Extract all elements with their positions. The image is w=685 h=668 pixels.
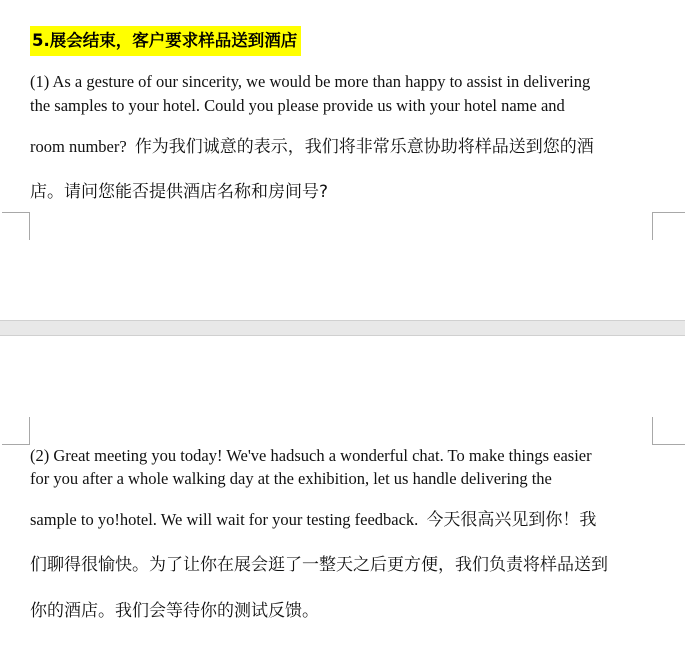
paragraph-2-line-3-english: sample to yo!hotel. We will wait for your testing feedback. bbox=[30, 510, 419, 529]
paragraph-1-line-4: 店。请问您能否提供酒店名称和房间号? bbox=[30, 182, 329, 202]
paragraph-1-line-3-chinese: 作为我们诚意的表示，我们将非常乐意协助将样品送到您的酒 bbox=[134, 137, 594, 157]
paragraph-2-line-4: 们聊得很愉快。为了让你在展会逛了一整天之后更方便，我们负责将样品送到 bbox=[30, 555, 608, 575]
margin-corner-mark-top-left bbox=[2, 212, 30, 240]
margin-corner-mark-bottom-right bbox=[652, 417, 685, 445]
page-break-gap bbox=[0, 320, 685, 336]
paragraph-2-line-5: 你的酒店。我们会等待你的测试反馈。 bbox=[30, 601, 319, 621]
section-heading-highlighted: 5.展会结束，客户要求样品送到酒店 bbox=[30, 26, 301, 56]
paragraph-2-line-1: (2) Great meeting you today! We've hadsuch a wonderful chat. To make things easier bbox=[30, 446, 592, 465]
paragraph-2-line-3-chinese: 今天很高兴见到你！我 bbox=[426, 510, 597, 530]
paragraph-1-line-2: the samples to your hotel. Could you please provide us with your hotel name and bbox=[30, 96, 565, 115]
margin-corner-mark-bottom-left bbox=[2, 417, 30, 445]
margin-corner-mark-top-right bbox=[652, 212, 685, 240]
paragraph-2-line-3 bbox=[30, 505, 596, 530]
paragraph-1-line-3-english: room number? bbox=[30, 137, 127, 156]
paragraph-1-line-3 bbox=[30, 132, 594, 157]
paragraph-2-line-2: for you after a whole walking day at the exhibition, let us handle delivering the bbox=[30, 469, 552, 488]
paragraph-1-line-1: (1) As a gesture of our sincerity, we would be more than happy to assist in delivering bbox=[30, 72, 591, 91]
